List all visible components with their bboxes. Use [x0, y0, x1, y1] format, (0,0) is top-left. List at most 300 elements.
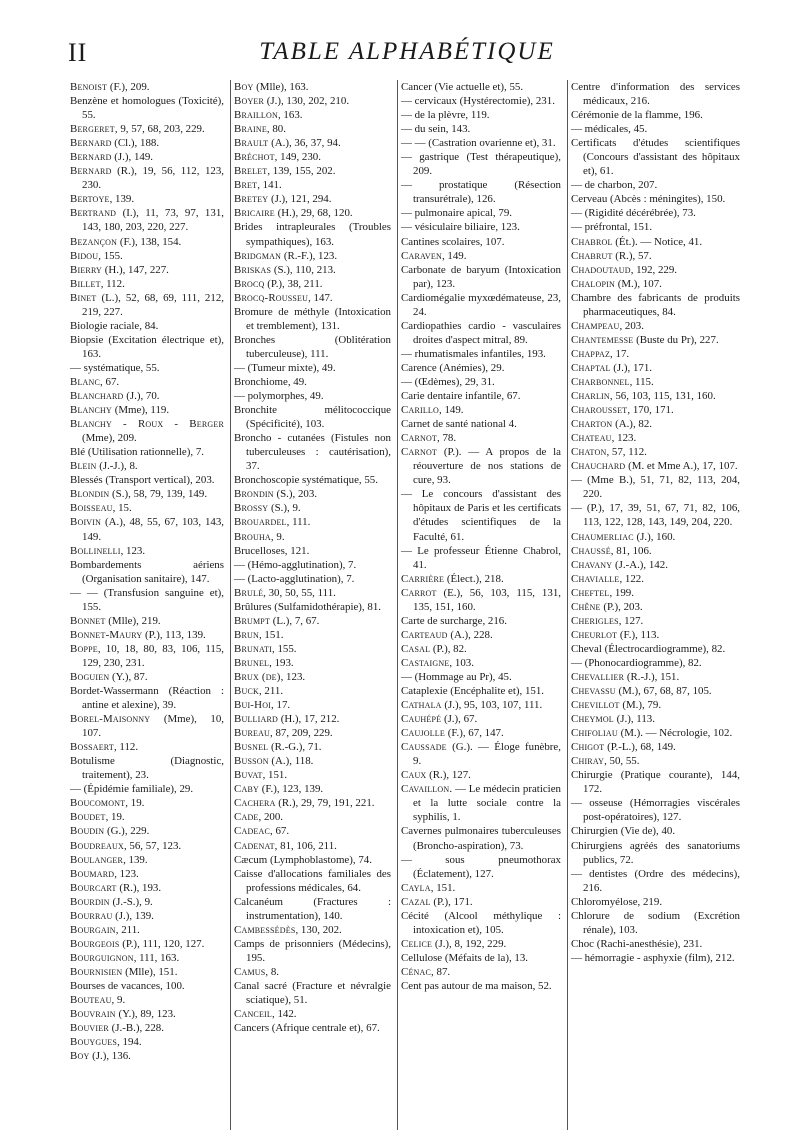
index-entry — [234, 150, 391, 164]
index-entry — [401, 403, 561, 417]
entry-heading: Cérémonie de la flamme, 196. — [571, 109, 703, 122]
index-entry — [571, 459, 740, 473]
index-entry — [571, 263, 740, 277]
entry-heading: — cervicaux (Hystérectomie), 231. — [401, 95, 555, 108]
entry-heading: Bonnet-Maury — [70, 628, 143, 641]
entry-heading: Bronchite mélitococcique (Spécificité), 103. — [234, 404, 391, 431]
entry-references: (S.), 203. — [273, 488, 318, 501]
entry-references: , 56, 103, 115, 131, 160. — [609, 390, 716, 403]
entry-references: , 203. — [619, 319, 644, 332]
index-entry — [234, 501, 391, 515]
index-entry — [401, 122, 561, 136]
entry-heading: Biologie raciale, 84. — [70, 319, 159, 332]
index-entry — [70, 965, 224, 979]
entry-heading: Chevallier — [571, 670, 625, 683]
entry-heading: Bréchot — [234, 151, 275, 164]
entry-references: (P.), 82. — [430, 642, 467, 655]
entry-heading: Buvat — [234, 769, 263, 782]
entry-references: (J.), 113. — [613, 713, 655, 726]
index-entry — [234, 782, 391, 796]
entry-references: (P.), 38, 211. — [264, 277, 323, 290]
entry-references: , 211. — [258, 685, 284, 698]
index-entry — [401, 726, 561, 740]
entry-references: (P.), 203. — [600, 600, 643, 613]
index-entry — [401, 740, 561, 768]
entry-references: (F.), 67, 147. — [444, 727, 504, 740]
index-entry — [571, 319, 740, 333]
entry-references: , 123. — [120, 544, 146, 557]
entry-heading: Charlin — [571, 390, 610, 403]
entry-heading: — (Œdèmes), 29, 31. — [401, 375, 495, 388]
entry-heading: — du sein, 143. — [401, 123, 471, 136]
index-entry — [401, 375, 561, 389]
index-entry — [70, 487, 224, 501]
entry-heading: — de charbon, 207. — [571, 179, 658, 192]
entry-references: (J.), 8, 192, 229. — [432, 937, 507, 950]
entry-references: , 87, 209, 229. — [270, 727, 333, 740]
entry-heading: Brûlures (Sulfamidothérapie), 81. — [234, 600, 381, 613]
index-entry — [70, 544, 224, 558]
entry-heading: — hémorragie - asphyxie (film), 212. — [571, 951, 735, 964]
entry-heading: Bernard — [70, 151, 112, 164]
index-entry — [234, 796, 391, 810]
index-entry — [571, 867, 740, 895]
entry-heading: — de la plèvre, 119. — [401, 109, 490, 122]
entry-references: , 56, 57, 123. — [123, 839, 182, 852]
entry-heading: Boucomont — [70, 797, 126, 810]
entry-references: , 151. — [258, 628, 284, 641]
index-entry — [234, 249, 391, 263]
entry-references: (R.-J.), 151. — [624, 670, 680, 683]
index-entry — [234, 375, 391, 389]
index-entry — [70, 136, 224, 150]
index-entry — [234, 94, 391, 108]
entry-heading: Chavialle — [571, 572, 620, 585]
entry-references: (Cl.), 188. — [111, 137, 160, 150]
entry-references: , 50, 55. — [604, 755, 640, 768]
entry-references: , 78. — [437, 432, 457, 445]
entry-references: (S.), 110, 213. — [271, 263, 336, 276]
entry-heading: Champeau — [571, 319, 620, 332]
entry-heading: — sous pneumothorax (Éclatement), 127. — [401, 853, 561, 880]
entry-heading: Carnet de santé national 4. — [401, 418, 517, 431]
entry-heading: Broncho - cutanées (Fistules non tuberculeuses : cautérisation), 37. — [234, 432, 391, 473]
index-entry — [571, 333, 740, 347]
entry-heading: Cheurlot — [571, 628, 618, 641]
entry-references: , 147. — [308, 291, 333, 304]
entry-heading: Busson — [234, 755, 269, 768]
index-entry — [234, 656, 391, 670]
page-number: II — [68, 38, 88, 67]
index-column-4 — [567, 80, 746, 1130]
index-entry — [234, 867, 391, 895]
index-entry — [234, 740, 391, 754]
index-entry — [70, 867, 224, 881]
entry-references: , 9, 57, 68, 203, 229. — [114, 123, 205, 136]
entry-references: (Buste du Pr), 227. — [633, 333, 719, 346]
index-entry — [234, 586, 391, 600]
entry-heading: Boguien — [70, 670, 110, 683]
entry-references: (Mlle), 219. — [105, 614, 161, 627]
entry-references: , 9. — [111, 994, 126, 1007]
entry-references: (J.-S.), 9. — [109, 895, 153, 908]
entry-heading: Blessés (Transport vertical), 203. — [70, 474, 215, 487]
index-entry — [571, 558, 740, 572]
entry-heading: Boudreaux — [70, 839, 124, 852]
index-entry — [571, 684, 740, 698]
entry-references: , 112. — [100, 277, 125, 290]
index-entry — [70, 670, 224, 684]
index-entry — [234, 178, 391, 192]
entry-heading: — — (Castration ovarienne et), 31. — [401, 137, 556, 150]
entry-heading: Cellulose (Méfaits de la), 13. — [401, 951, 529, 964]
entry-heading: Bergeret — [70, 123, 115, 136]
index-entry — [571, 600, 740, 614]
index-entry — [70, 909, 224, 923]
entry-references: (P.), 111, 120, 127. — [119, 937, 205, 950]
index-entry — [571, 740, 740, 754]
entry-heading: — gastrique (Test thérapeutique), 209. — [401, 151, 561, 178]
index-entry — [571, 642, 740, 656]
entry-heading: Bombardements aériens (Organisation sanitaire), 147. — [70, 558, 224, 585]
entry-references: (Mme), 209. — [82, 432, 137, 445]
index-entry — [234, 684, 391, 698]
entry-references: (A.), 228. — [447, 628, 493, 641]
entry-references: (R.), 57. — [612, 249, 652, 262]
index-entry — [401, 150, 561, 178]
index-entry — [234, 712, 391, 726]
entry-heading: — (Hémo-agglutination), 7. — [234, 558, 357, 571]
entry-references: , 19. — [105, 811, 125, 824]
entry-heading: Chirurgien (Vie de), 40. — [571, 825, 676, 838]
entry-heading: Carie dentaire infantile, 67. — [401, 390, 521, 403]
entry-references: (A.), 82. — [612, 418, 652, 431]
index-entry — [234, 403, 391, 431]
entry-references: (Élect.), 218. — [444, 572, 504, 585]
index-entry — [70, 881, 224, 895]
index-entry — [234, 80, 391, 94]
entry-references: (M.), 107. — [614, 277, 662, 290]
entry-references: , 155. — [98, 249, 123, 262]
index-entry — [401, 881, 561, 895]
index-entry — [571, 389, 740, 403]
index-entry — [571, 431, 740, 445]
index-entry — [571, 895, 740, 909]
entry-heading: Carrière — [401, 572, 445, 585]
entry-heading: Carnot — [401, 446, 438, 459]
entry-references: (P.), 113, 139. — [142, 628, 206, 641]
entry-references: (M. et Mme A.), 17, 107. — [625, 460, 738, 473]
entry-references: (J.-J.), 8. — [96, 460, 138, 473]
index-entry — [571, 544, 740, 558]
entry-heading: Bronchoscopie systématique, 55. — [234, 474, 378, 487]
entry-heading: — Le professeur Étienne Chabrol, 41. — [401, 544, 561, 571]
index-entry — [571, 361, 740, 375]
entry-heading: Carbonate de baryum (Intoxication par), 123. — [401, 263, 561, 290]
entry-heading: Casal — [401, 642, 431, 655]
entry-heading: — (Tumeur mixte), 49. — [234, 361, 336, 374]
entry-heading: — systématique, 55. — [70, 361, 160, 374]
entry-heading: Cathala — [401, 699, 442, 712]
index-entry — [70, 1021, 224, 1035]
index-entry — [571, 347, 740, 361]
entry-references: , 139, 155, 202. — [267, 165, 336, 178]
index-entry — [401, 628, 561, 642]
index-entry — [70, 1049, 224, 1063]
index-entry — [70, 979, 224, 993]
index-entry — [70, 235, 224, 249]
entry-heading: Bourses de vacances, 100. — [70, 980, 185, 992]
entry-heading: Cheymol — [571, 713, 614, 726]
entry-references: , 149. — [439, 404, 464, 417]
index-entry — [571, 192, 740, 206]
index-entry — [401, 136, 561, 150]
entry-references: , 149, 230. — [274, 151, 321, 164]
index-entry — [571, 220, 740, 234]
index-entry — [70, 459, 224, 473]
entry-references: (A.), 48, 55, 67, 103, 143, 149. — [82, 516, 224, 543]
entry-heading: — (Phonocardiogramme), 82. — [571, 656, 702, 669]
entry-heading: — préfrontal, 151. — [571, 221, 653, 234]
index-entry — [234, 923, 391, 937]
entry-heading: — polymorphes, 49. — [234, 390, 324, 403]
index-entry — [70, 277, 224, 291]
index-entry — [70, 291, 224, 319]
entry-heading: Bureau — [234, 727, 271, 740]
entry-heading: Cheftel — [571, 586, 610, 599]
index-entry — [571, 291, 740, 319]
index-entry — [70, 614, 224, 628]
entry-references: , 10, 18, 80, 83, 106, 115, 129, 230, 231. — [82, 642, 224, 669]
entry-heading: — pulmonaire apical, 79. — [401, 207, 512, 220]
entry-references: , 155. — [272, 642, 297, 655]
index-entry — [401, 895, 561, 909]
entry-heading: Bonnet — [70, 614, 106, 627]
entry-heading: Bernard — [70, 165, 112, 178]
entry-references: , 81, 106, 211. — [274, 839, 337, 852]
index-column-1 — [70, 80, 230, 1130]
index-entry — [571, 108, 740, 122]
entry-references: (P.-L.), 68, 149. — [604, 741, 676, 754]
entry-heading: Boy — [70, 1050, 90, 1063]
index-entry — [401, 965, 561, 979]
entry-heading: Brouha — [234, 530, 271, 543]
entry-references: (S.), 58, 79, 139, 149. — [109, 488, 208, 501]
entry-heading: Bricaire — [234, 207, 275, 220]
entry-heading: — dentistes (Ordre des médecins), 216. — [571, 867, 740, 894]
entry-references: , 130, 202. — [295, 923, 342, 936]
index-entry — [234, 192, 391, 206]
entry-heading: Chalopin — [571, 277, 615, 290]
entry-heading: Carence (Anémies), 29. — [401, 361, 505, 374]
entry-heading: Chateau — [571, 432, 612, 445]
index-entry — [401, 979, 561, 993]
entry-references: , 80. — [266, 123, 286, 136]
entry-heading: Chaptal — [571, 361, 611, 374]
entry-heading: Borel-Maisonny — [70, 713, 151, 726]
entry-heading: Chappaz — [571, 347, 611, 360]
entry-heading: Chaton — [571, 446, 607, 459]
index-entry — [70, 782, 224, 796]
entry-heading: Cæcum (Lymphoblastome), 74. — [234, 853, 372, 866]
index-entry — [571, 824, 740, 838]
entry-heading: Bouvier — [70, 1022, 109, 1035]
index-entry — [70, 94, 224, 122]
entry-heading: Caraven — [401, 249, 442, 262]
entry-heading: — prostatique (Résection transurétrale), 126. — [401, 179, 561, 206]
entry-references: , 17. — [271, 699, 291, 712]
index-entry — [401, 782, 561, 824]
entry-references: (R.), 193. — [116, 881, 162, 894]
index-entry — [70, 796, 224, 810]
entry-heading: Chantemesse — [571, 333, 634, 346]
entry-heading: Bertrand — [70, 207, 117, 220]
entry-heading: Bourguignon — [70, 951, 134, 964]
entry-heading: Chiray — [571, 755, 605, 768]
index-entry — [401, 220, 561, 234]
index-entry — [401, 94, 561, 108]
entry-heading: Chifoliau — [571, 727, 618, 740]
entry-heading: Chaussé — [571, 544, 611, 557]
index-entry — [571, 473, 740, 501]
entry-heading: Chambre des fabricants de produits pharmaceutiques, 84. — [571, 291, 740, 318]
entry-references: , 122. — [619, 572, 644, 585]
entry-heading: Brunati — [234, 642, 272, 655]
entry-references: , 30, 50, 55, 111. — [263, 586, 336, 599]
entry-heading: Benzène et homologues (Toxicité), 55. — [70, 95, 224, 122]
index-entry — [401, 572, 561, 586]
entry-heading: Brossy — [234, 502, 269, 515]
index-entry — [234, 670, 391, 684]
index-entry — [70, 122, 224, 136]
entry-references: (L.), 7, 67. — [270, 614, 320, 627]
entry-heading: Boyer — [234, 95, 265, 108]
entry-references: , 139. — [123, 853, 148, 866]
entry-references: (P.). — A propos de la réouverture de nos stations de cure, 93. — [413, 446, 561, 487]
index-entry — [234, 530, 391, 544]
entry-references: (H.), 147, 227. — [102, 263, 169, 276]
entry-references: , 87. — [431, 965, 451, 978]
index-entry — [234, 600, 391, 614]
entry-references: , 57, 112. — [606, 446, 647, 459]
entry-heading: Blondin — [70, 488, 110, 501]
index-entry — [70, 937, 224, 951]
index-entry — [401, 178, 561, 206]
entry-heading: Cazal — [401, 895, 431, 908]
entry-references: , 193. — [269, 656, 294, 669]
entry-heading: Cancer (Vie actuelle et), 55. — [401, 81, 524, 93]
entry-heading: Cambessédès — [234, 923, 296, 936]
entry-references: (S.), 9. — [268, 502, 301, 515]
index-entry — [234, 937, 391, 965]
index-entry — [70, 712, 224, 740]
entry-heading: Brocq-Rousseu — [234, 291, 309, 304]
index-entry — [234, 473, 391, 487]
entry-heading: Bierry — [70, 263, 103, 276]
index-entry — [401, 263, 561, 291]
index-entry — [571, 726, 740, 740]
entry-heading: Bournisien — [70, 965, 123, 978]
index-entry — [234, 558, 391, 572]
index-entry — [234, 431, 391, 473]
entry-references: (R.), 29, 79, 191, 221. — [275, 797, 375, 810]
entry-heading: Cécité (Alcool méthylique : intoxication et), 105. — [401, 909, 561, 936]
entry-heading: Chêne — [571, 600, 601, 613]
index-entry — [571, 178, 740, 192]
index-entry — [234, 220, 391, 248]
entry-heading: Busnel — [234, 741, 269, 754]
index-entry — [70, 1007, 224, 1021]
index-entry — [571, 417, 740, 431]
index-entry — [401, 389, 561, 403]
entry-references: , 194. — [117, 1036, 142, 1049]
index-entry — [70, 993, 224, 1007]
entry-references: , 8. — [265, 965, 280, 978]
entry-heading: Cardiomégalie myxœdémateuse, 23, 24. — [401, 291, 561, 318]
index-entry — [70, 824, 224, 838]
index-entry — [70, 642, 224, 670]
entry-heading: Bouteau — [70, 994, 112, 1007]
entry-heading: Bouygues — [70, 1036, 118, 1049]
index-entry — [401, 937, 561, 951]
index-entry — [70, 895, 224, 909]
entry-heading: Castaigne — [401, 656, 450, 669]
entry-heading: Canceil — [234, 1008, 272, 1021]
index-entry — [234, 628, 391, 642]
index-entry — [234, 839, 391, 853]
entry-heading: Brocq — [234, 277, 265, 290]
entry-references: (Ét.). — Notice, 41. — [612, 235, 703, 248]
entry-heading: Bret — [234, 179, 258, 192]
index-entry — [401, 249, 561, 263]
entry-heading: Cavernes pulmonaires tuberculeuses (Broncho-aspiration), 73. — [401, 825, 561, 852]
index-entry — [234, 1021, 391, 1035]
entry-heading: Caby — [234, 783, 259, 796]
index-entry — [234, 754, 391, 768]
entry-references: , 192, 229. — [630, 263, 678, 276]
index-entry — [234, 768, 391, 782]
index-entry — [70, 839, 224, 853]
entry-references: (Mme), 119. — [112, 404, 170, 417]
index-entry — [401, 235, 561, 249]
index-entry — [571, 122, 740, 136]
index-entry — [401, 698, 561, 712]
index-entry — [401, 361, 561, 375]
index-entry — [70, 361, 224, 375]
entry-heading: Bretey — [234, 193, 269, 206]
index-entry — [70, 501, 224, 515]
entry-references: (J.), 171. — [610, 361, 653, 374]
index-entry — [234, 895, 391, 923]
index-entry — [70, 923, 224, 937]
entry-heading: Celice — [401, 937, 433, 950]
entry-references: (J.), 139. — [112, 909, 154, 922]
index-entry — [234, 726, 391, 740]
index-column-3 — [397, 80, 567, 1130]
entry-heading: Certificats d'études scientifiques (Concours d'assistant des hôpitaux et), 61. — [571, 137, 740, 178]
entry-heading: — — (Transfusion sanguine et), 155. — [70, 586, 224, 613]
entry-heading: Bourcart — [70, 881, 117, 894]
index-entry — [571, 670, 740, 684]
entry-references: , 111, 163. — [133, 951, 180, 964]
entry-heading: — (Hommage au Pr), 45. — [401, 670, 512, 683]
index-entry — [70, 164, 224, 192]
index-entry — [234, 108, 391, 122]
entry-heading: — (Lacto-agglutination), 7. — [234, 572, 355, 585]
index-entry — [70, 515, 224, 543]
entry-heading: Brunel — [234, 656, 270, 669]
entry-heading: Cénac — [401, 965, 432, 978]
